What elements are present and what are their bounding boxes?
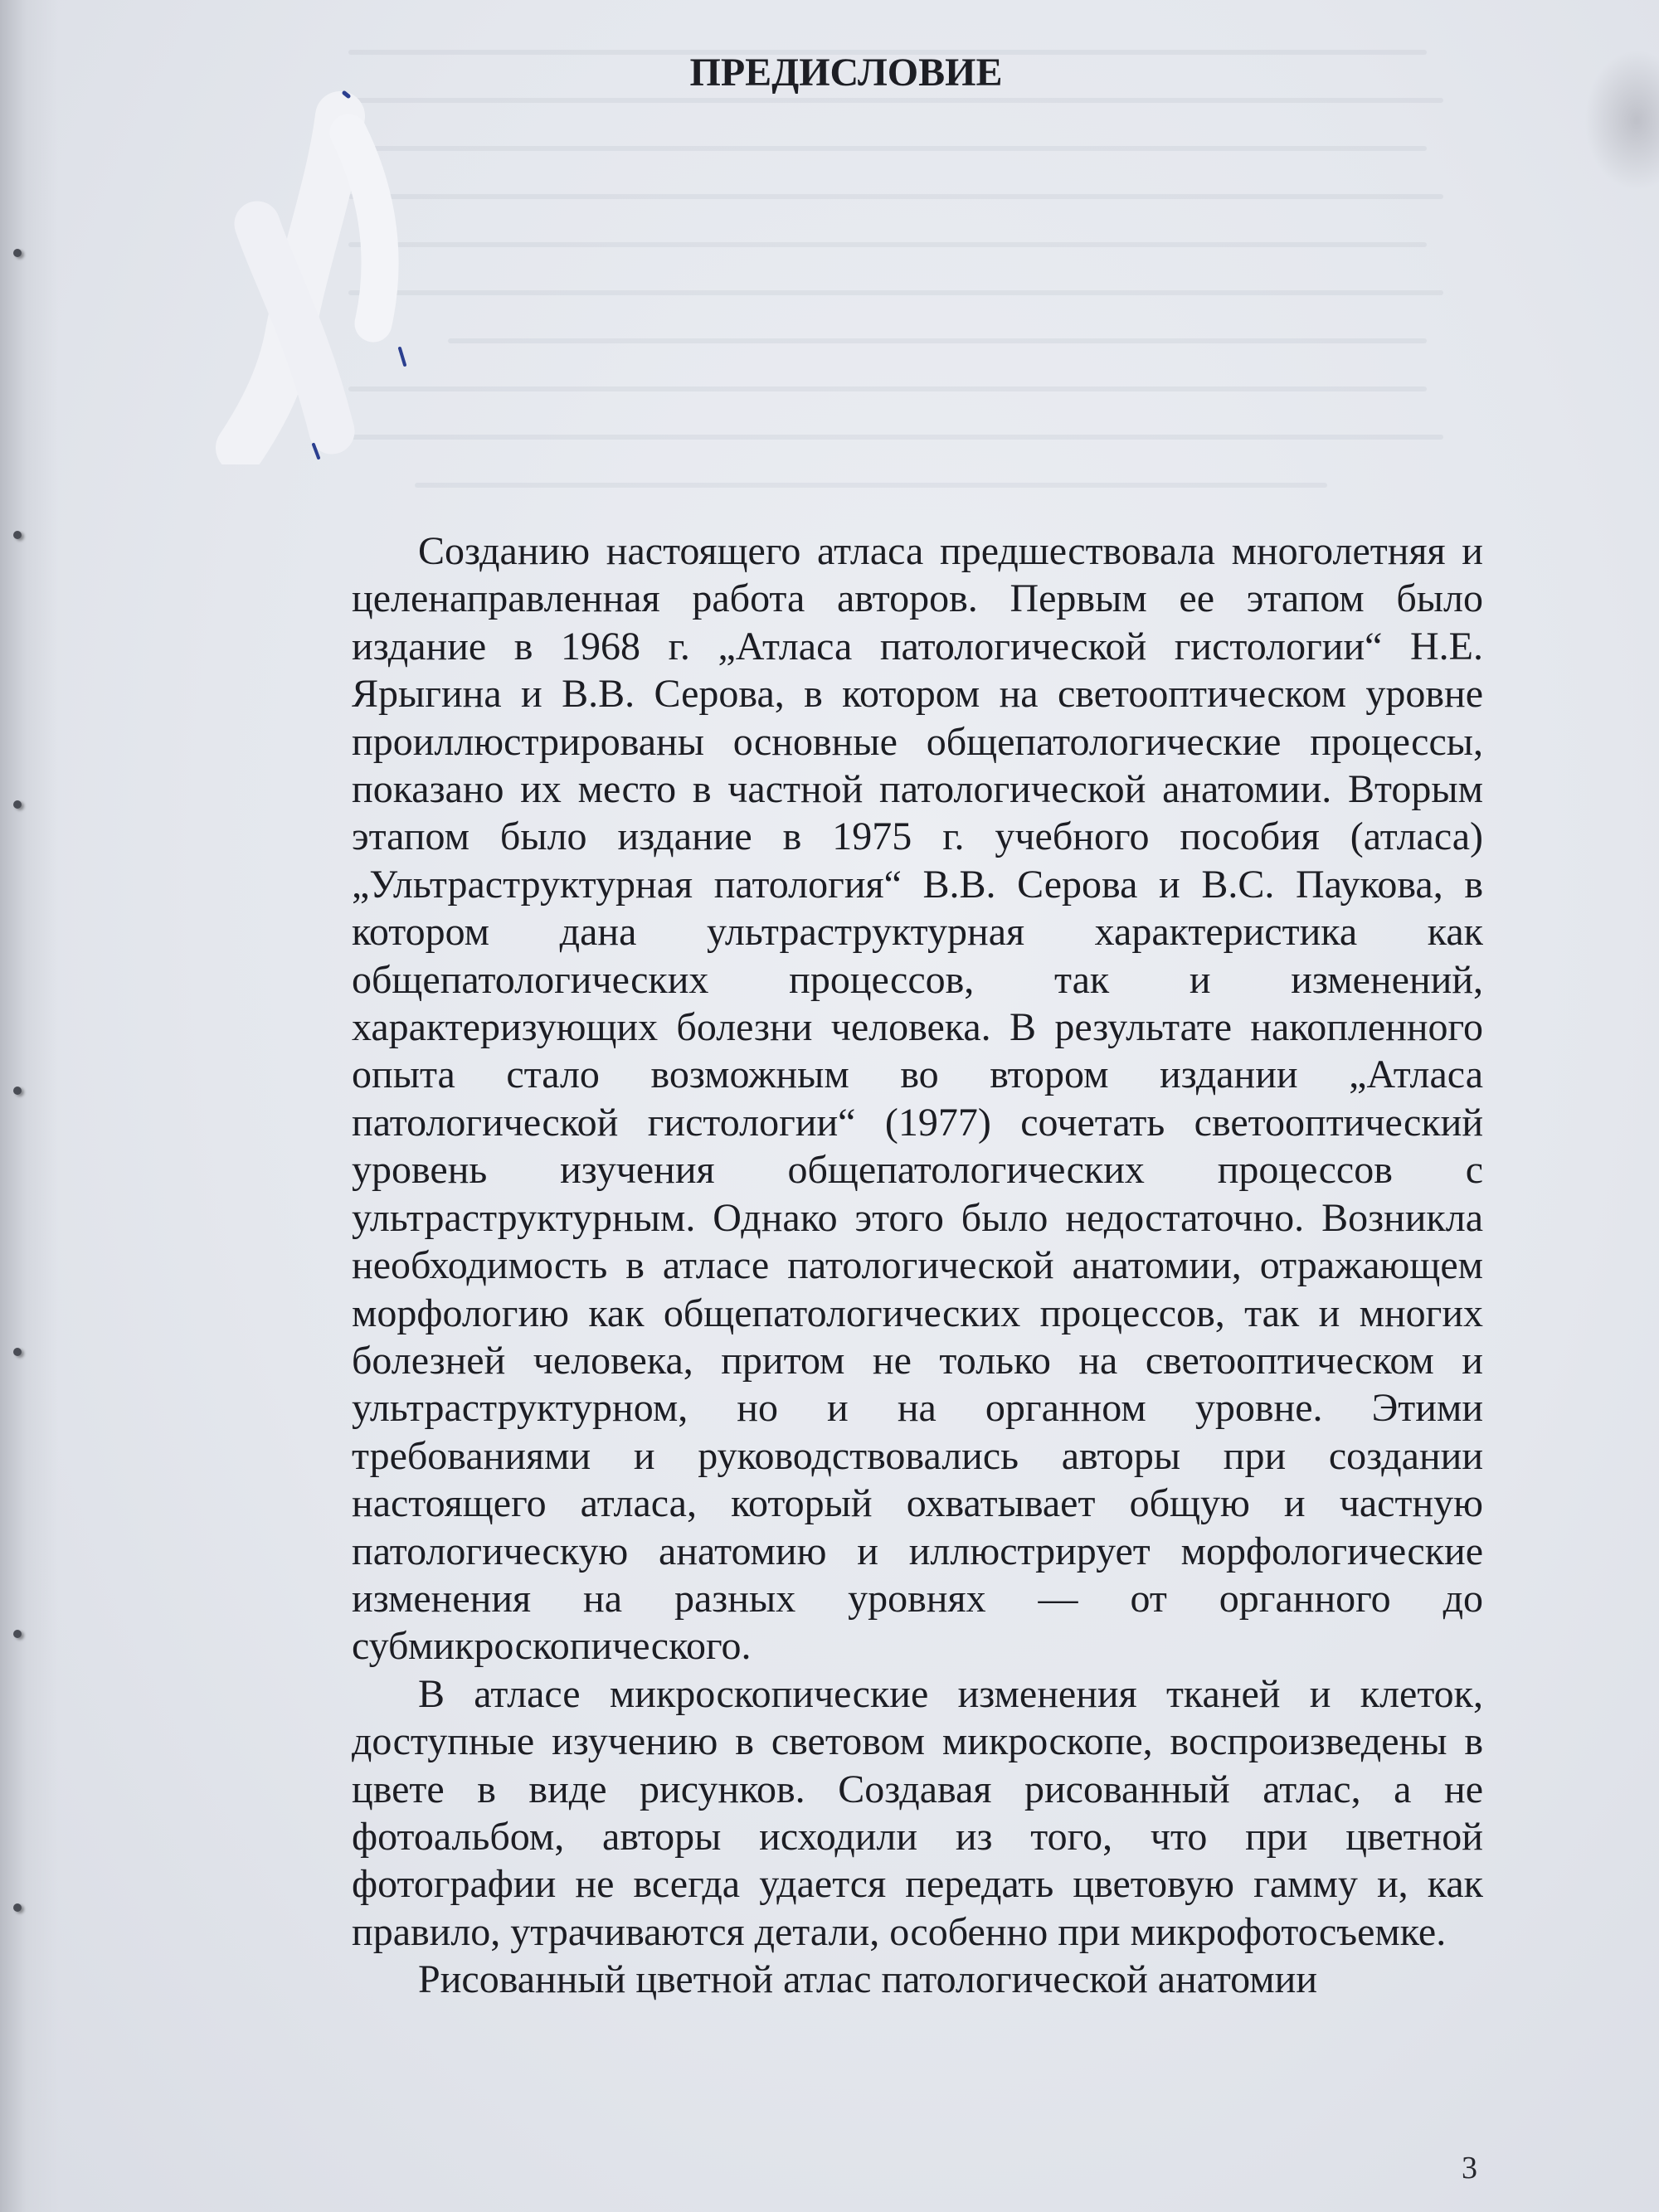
binding-staple-mark <box>13 800 22 809</box>
page-gutter-shadow <box>0 0 58 2212</box>
binding-staple-mark <box>13 531 22 539</box>
binding-staple-mark <box>13 1348 22 1356</box>
paragraph: Рисованный цветной атлас патологической анатомии <box>418 1957 1318 2002</box>
binding-staple-mark <box>13 1903 22 1912</box>
pen-mark-icon <box>207 83 456 464</box>
binding-staple-mark <box>13 249 22 257</box>
page-title: ПРЕДИСЛОВИЕ <box>689 51 1003 95</box>
paragraph: В атласе микроскопические изменения тканей и клеток, доступные изучению в световом микроскопе, воспроизведены в цвете в виде рисунков. Создавая рисованный атлас, а не фотоальбом, авторы исходили из того, что при цветной фотографии не всегда удается передать цветовую гамму и, как правило, утрачиваются детали, особенно при микрофотосъемке. <box>352 1671 1483 1954</box>
paragraph: Созданию настоящего атласа предшествовала многолетняя и целенаправленная работа авторов. Первым ее этапом было издание в 1968 г. „Атласа патологической гистологии“ Н.Е. Ярыгина и В.В. Серова, в котором на светооптическом уровне проиллюстрированы основные общепатологические процессы, показано их место в частной патологической анатомии. Вторым этапом было издание в 1975 г. учебного пособия (атласа) „Ультраструктурная патология“ В.В. Серова и В.С. Паукова, в котором дана ультраструктурная характеристика как общепатологических процессов, так и изменений, характеризующих болезни человека. В результате накопленного опыта стало возможным во втором издании „Атласа патологической гистологии“ (1977) сочетать светооптический уровень изучения общепатологических процессов с ультраструктурным. Однако этого было недостаточно. Возникла необходимость в атласе патологической анатомии, отражающем морфологию как общепатологических процессов, так и многих болезней человека, притом не только на светооптическом и ультраструктурном, но и на органном уровне. Этими требованиями и руководствовались авторы при создании настоящего атласа, который охватывает общую и частную патологическую анатомию и иллюстрирует морфологические изменения на разных уровнях — от органного до субмикроскопического. <box>352 529 1483 1669</box>
binding-staple-mark <box>13 1630 22 1638</box>
page-number: 3 <box>1462 2151 1477 2185</box>
body-text <box>352 527 1483 2004</box>
binding-staple-mark <box>13 1087 22 1095</box>
